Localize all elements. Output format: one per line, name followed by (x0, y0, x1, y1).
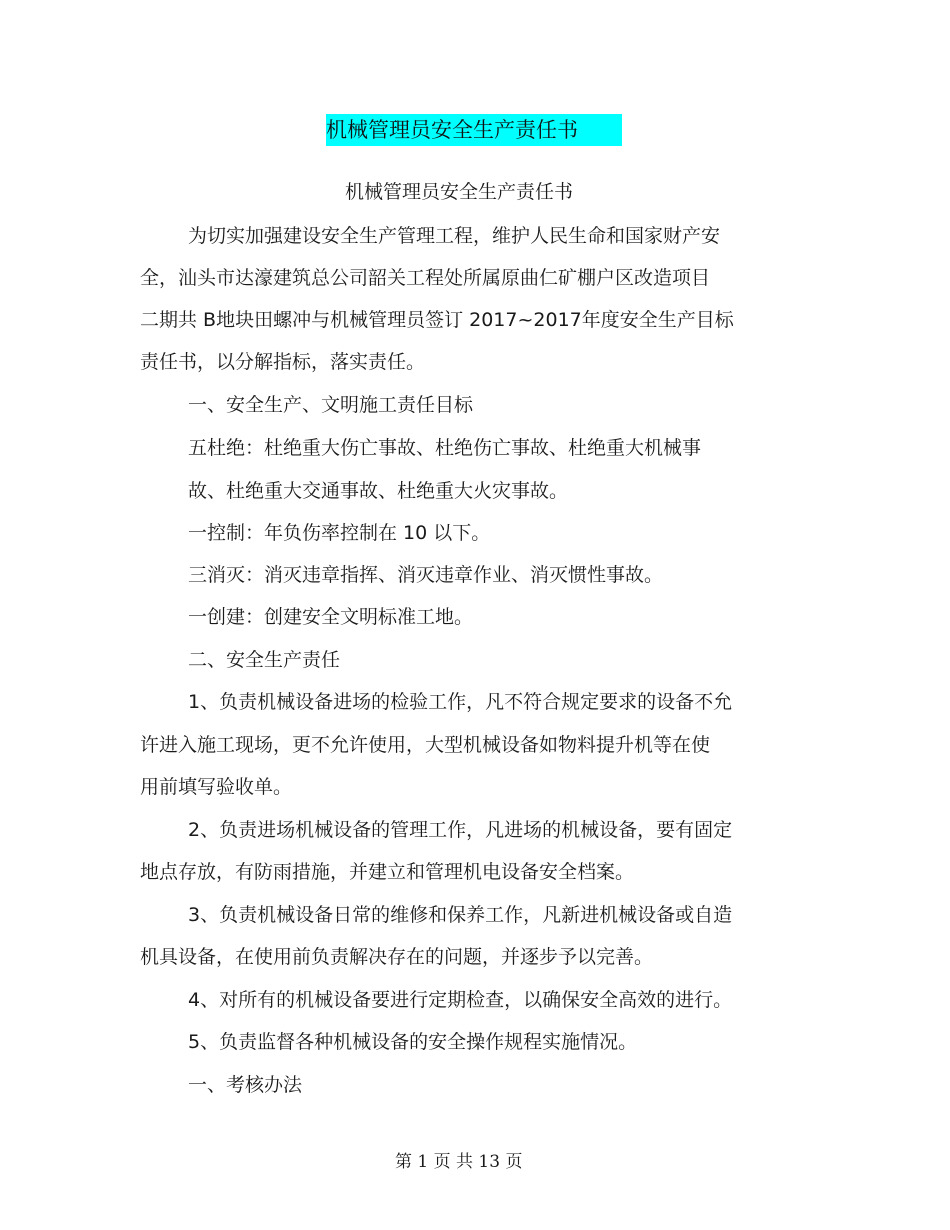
paragraph-line: 全，汕头市达濠建筑总公司韶关工程处所属原曲仁矿棚户区改造项目 (140, 267, 711, 289)
paragraph-line: 1、负责机械设备进场的检验工作，凡不符合规定要求的设备不允 (188, 691, 733, 713)
paragraph-line: 五杜绝：杜绝重大伤亡事故、杜绝伤亡事故、杜绝重大机械事 (188, 437, 702, 459)
paragraph-line: 为切实加强建设安全生产管理工程，维护人民生命和国家财产安 (188, 225, 721, 247)
section-heading: 二、安全生产责任 (188, 649, 341, 671)
paragraph-line: 一控制：年负伤率控制在 10 以下。 (188, 522, 491, 544)
paragraph-line: 4、对所有的机械设备要进行定期检查，以确保安全高效的进行。 (188, 989, 733, 1011)
paragraph-line: 故、杜绝重大交通事故、杜绝重大火灾事故。 (188, 480, 569, 502)
paragraph-line: 三消灭：消灭违章指挥、消灭违章作业、消灭惯性事故。 (188, 564, 664, 586)
paragraph-line: 许进入施工现场，更不允许使用，大型机械设备如物料提升机等在使 (140, 734, 711, 756)
title-highlight (326, 114, 622, 146)
paragraph-line: 地点存放，有防雨措施，并建立和管理机电设备安全档案。 (140, 861, 635, 883)
document-subtitle: 机械管理员安全生产责任书 (345, 181, 574, 203)
section-heading: 一、安全生产、文明施工责任目标 (188, 394, 474, 416)
page-footer: 第 1 页 共 13 页 (395, 1152, 523, 1172)
paragraph-line: 3、负责机械设备日常的维修和保养工作，凡新进机械设备或自造 (188, 904, 733, 926)
document-title: 机械管理员安全生产责任书 (326, 118, 578, 142)
paragraph-line: 用前填写验收单。 (140, 776, 293, 798)
paragraph-line: 责任书，以分解指标，落实责任。 (140, 351, 426, 373)
paragraph-line: 2、负责进场机械设备的管理工作，凡进场的机械设备，要有固定 (188, 819, 733, 841)
paragraph-line: 一创建：创建安全文明标准工地。 (188, 606, 474, 628)
paragraph-line: 5、负责监督各种机械设备的安全操作规程实施情况。 (188, 1031, 638, 1053)
paragraph-line: 二期共 B地块田螺冲与机械管理员签订 2017~2017年度安全生产目标 (140, 309, 734, 331)
section-heading: 一、考核办法 (188, 1074, 303, 1096)
paragraph-line: 机具设备，在使用前负责解决存在的问题，并逐步予以完善。 (140, 946, 654, 968)
